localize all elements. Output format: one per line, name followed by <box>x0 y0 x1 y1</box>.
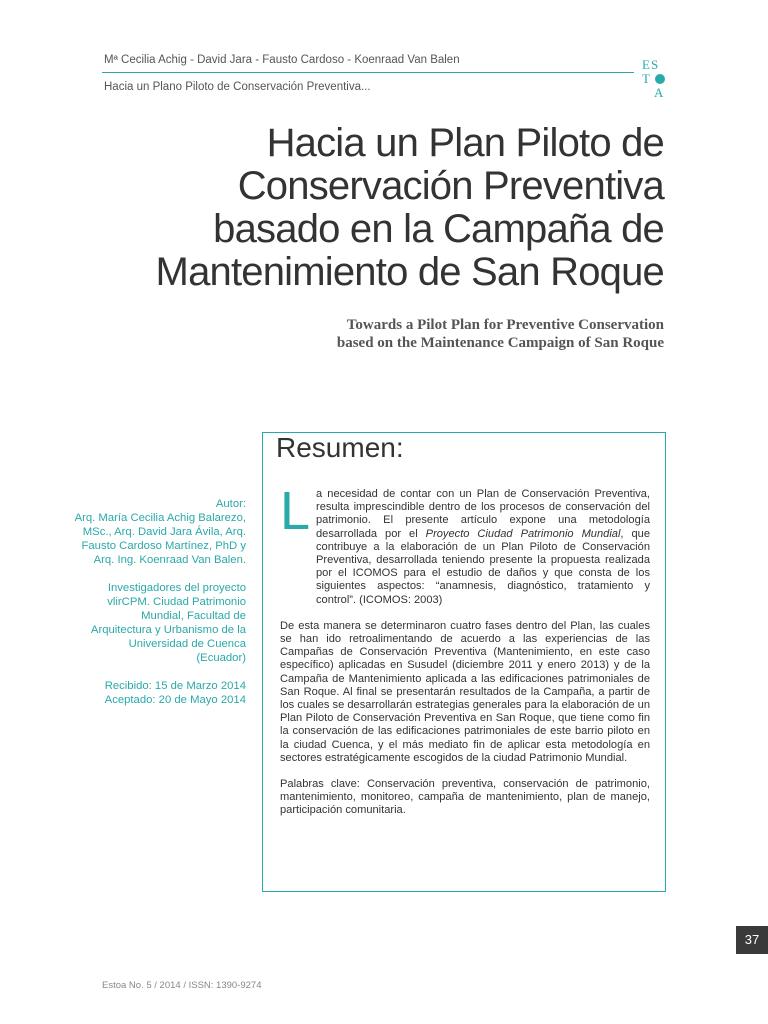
keywords: Palabras clave: Conservación preventiva, conservación de patrimonio, mantenimiento, monitoreo, campaña de mantenimiento, plan de manejo, participación comunitaria. <box>280 778 650 817</box>
english-title <box>104 316 664 352</box>
author-label: Autor: <box>215 498 246 510</box>
author-line: MSc., Arq. David Jara Ávila, Arq. <box>82 526 246 538</box>
subtitle-line: based on the Maintenance Campaign of San Roque <box>336 335 664 351</box>
drop-cap: L <box>280 481 311 541</box>
footer-citation: Estoa No. 5 / 2014 / ISSN: 1390-9274 <box>102 980 262 991</box>
abstract-paragraph-1 <box>280 488 650 607</box>
title-line: Mantenimiento de San Roque <box>155 250 664 294</box>
title-line: Conservación Preventiva <box>237 164 664 208</box>
header-divider <box>102 72 634 73</box>
logo-letters-top: ES <box>642 57 660 72</box>
abstract-p1-end: , que contribuye a la elaboración de un Plan Piloto de Conservación Preventiva, desarrollada teniendo presente la propuesta realizada por el ICOMOS para el estudio de daños y que consta de los siguientes aspectos: “anamnesis, diagnóstico, tratamiento y control”. (ICOMOS: 2003) <box>316 527 650 606</box>
author-line: Arq. María Cecilia Achig Balarezo, <box>74 512 246 524</box>
abstract-p1-start: a necesidad de contar con un Plan de Conservación Preventiva, resulta imprescindible dentro de los procesos de conservación del patrimonio. El presente artículo expone una metodología desarrollada por el <box>316 488 650 540</box>
title-line: basado en la Campaña de <box>213 207 664 251</box>
logo-letter-middle: T <box>642 71 650 86</box>
journal-logo <box>640 58 670 104</box>
page-number: 37 <box>736 926 768 954</box>
subtitle-line: Towards a Pilot Plan for Preventive Conservation <box>346 317 664 333</box>
author-line: Fausto Cardoso Martínez, PhD y <box>81 540 246 552</box>
abstract-body <box>280 488 650 831</box>
logo-letter-bottom: A <box>654 85 664 100</box>
affiliation-block <box>30 581 246 665</box>
article-title <box>44 122 664 294</box>
abstract-paragraph-2: De esta manera se determinaron cuatro fases dentro del Plan, las cuales se han ido retroalimentando de acuerdo a las experiencias de las Campañas de Conservación Preventiva (Mantenimiento, en este caso específico) aplicadas en Susudel (diciembre 2011 y enero 2013) y de la Campaña de Mantenimiento aplicada a las edificaciones patrimoniales de San Roque. Al final se presentarán resultados de la Campaña, a partir de los cuales se desarrollarán estrategias generales para la elaboración de un Plan Piloto de Conservación Preventiva en San Roque, que tiene como fin la conservación de las edificaciones patrimoniales de este barrio piloto en la ciudad Cuenca, y el más mediato fin de aplicar esta metodología en sectores estratégicamente escogidos de la ciudad Patrimonio Mundial. <box>280 619 650 764</box>
affiliation-line: Investigadores del proyecto <box>107 582 246 594</box>
affiliation-line: Arquitectura y Urbanismo de la <box>90 624 246 636</box>
affiliation-line: vlirCPM. Ciudad Patrimonio <box>107 596 246 608</box>
running-header-title: Hacia un Plano Piloto de Conservación Preventiva... <box>104 81 371 93</box>
affiliation-line: Universidad de Cuenca <box>128 638 246 650</box>
author-line: Arq. Ing. Koenraad Van Balen. <box>93 554 246 566</box>
received-date: Recibido: 15 de Marzo 2014 <box>104 680 246 692</box>
project-name: Proyecto Ciudad Patrimonio Mundial <box>425 527 621 540</box>
abstract-heading: Resumen: <box>276 432 404 463</box>
affiliation-line: (Ecuador) <box>196 652 246 664</box>
author-block <box>30 497 246 567</box>
accepted-date: Aceptado: 20 de Mayo 2014 <box>104 694 246 706</box>
running-header-authors: Mª Cecilia Achig - David Jara - Fausto Cardoso - Koenraad Van Balen <box>104 54 460 66</box>
logo-dot-icon <box>655 74 665 84</box>
dates-block <box>30 679 246 707</box>
author-sidebar <box>30 497 246 721</box>
abstract-p1-text <box>280 488 650 607</box>
title-line: Hacia un Plan Piloto de <box>266 121 664 165</box>
affiliation-line: Mundial, Facultad de <box>141 610 246 622</box>
